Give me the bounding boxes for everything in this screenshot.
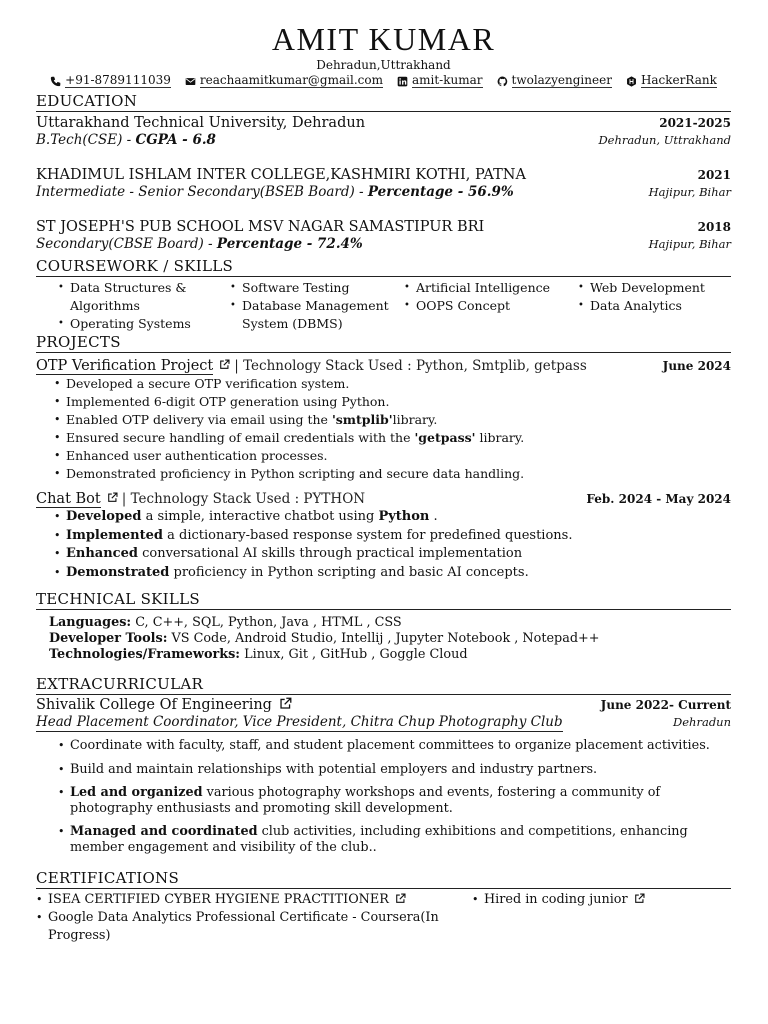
certifications-list	[36, 891, 731, 945]
external-link-icon[interactable]	[395, 893, 406, 904]
list-item: • Coordinate with faculty, staff, and student placement committees to organize placement activities.	[70, 738, 731, 754]
extracurricular-date: June 2022- Current	[600, 698, 731, 712]
education-item	[36, 218, 731, 253]
project-header	[36, 357, 731, 375]
list-item	[66, 411, 731, 429]
institution-name: KHADIMUL ISHLAM INTER COLLEGE,KASHMIRI KOTHI, PATNA	[36, 167, 526, 183]
coursework-item: • Database Management System (DBMS)	[230, 297, 404, 333]
coursework-column	[58, 279, 230, 333]
linkedin-link[interactable]: amit-kumar	[397, 74, 483, 88]
coursework-item: • Data Analytics	[578, 297, 748, 315]
extracurricular-place: Dehradun	[673, 715, 731, 729]
list-item	[66, 545, 731, 564]
technical-skills-heading: TECHNICAL SKILLS	[36, 590, 731, 610]
score: Percentage - 72.4%	[216, 236, 363, 252]
certification-item	[36, 909, 472, 945]
list-item	[66, 508, 731, 527]
bullet-bold: 'smtplib'	[331, 412, 393, 427]
bullet-text: various photography workshops and events, fostering a community of photography enthusiasts and promoting skill development.	[70, 785, 661, 816]
coursework-item: • Operating Systems	[58, 315, 230, 333]
education-date: 2021-2025	[659, 116, 731, 130]
education-date: 2021	[697, 168, 731, 182]
education-item	[36, 114, 731, 149]
certification-text: ISEA CERTIFIED CYBER HYGIENE PRACTITIONER	[48, 892, 389, 907]
github-icon	[497, 76, 508, 87]
bullet-text: .	[429, 509, 438, 524]
external-link-icon[interactable]	[279, 697, 292, 710]
extracurricular-header	[36, 696, 731, 714]
bullet-bold: Demonstrated	[66, 564, 170, 580]
otp-project-bullets	[36, 375, 731, 483]
coursework-column	[404, 279, 578, 333]
external-link-icon[interactable]	[634, 893, 645, 904]
hackerrank-icon	[626, 76, 637, 87]
list-item	[70, 824, 731, 855]
extracurricular-role-row	[36, 714, 731, 732]
degree-text: Intermediate - Senior Secondary(BSEB Board) -	[36, 184, 368, 200]
project-title-line	[36, 357, 587, 375]
degree	[36, 184, 514, 201]
list-item: • Demonstrated proficiency in Python scripting and secure data handling.	[66, 465, 731, 483]
institution-name: ST JOSEPH'S PUB SCHOOL MSV NAGAR SAMASTIPUR BRI	[36, 219, 485, 235]
certification-text: Google Data Analytics Professional Certificate - Coursera(In Progress)	[48, 910, 439, 943]
bullet-text: club activities, including exhibitions and competitions, enhancing member engagement and visibility of the club..	[70, 824, 688, 855]
project-date: June 2024	[662, 359, 731, 373]
skill-value: VS Code, Android Studio, Intellij , Jupyter Notebook , Notepad++	[167, 631, 600, 646]
coursework-item: • Software Testing	[230, 279, 404, 297]
email-link[interactable]: reachaamitkumar@gmail.com	[185, 74, 383, 88]
external-link-icon[interactable]	[219, 359, 230, 370]
bullet-text: a simple, interactive chatbot using	[141, 509, 379, 524]
bullet-bold: Led and organized	[70, 785, 203, 800]
project-header	[36, 490, 731, 508]
extracurricular-bullets	[36, 738, 731, 855]
bullet-bold: Enhanced	[66, 546, 138, 561]
bullet-text: Enabled OTP delivery via email using the	[66, 412, 332, 427]
education-place: Hajipur, Bihar	[648, 237, 731, 251]
technical-skills-block	[36, 615, 731, 663]
bullet-text: conversational AI skills through practical implementation	[137, 546, 523, 561]
institution-name: Uttarakhand Technical University, Dehradun	[36, 115, 366, 131]
degree-text: B.Tech(CSE) -	[36, 132, 136, 148]
list-item	[70, 785, 731, 816]
linkedin-icon	[397, 76, 408, 87]
education-item	[36, 166, 731, 201]
coursework-item: • Web Development	[578, 279, 748, 297]
phone-link[interactable]: +91-8789111039	[50, 74, 171, 88]
bullet-text: a dictionary-based response system for predefined questions.	[162, 527, 573, 543]
extracurricular-role: Head Placement Coordinator, Vice President, Chitra Chup Photography Club	[36, 714, 563, 730]
list-item	[66, 429, 731, 447]
project-title-line	[36, 490, 365, 508]
project-stack: | Technology Stack Used : PYTHON	[121, 491, 366, 507]
list-item: • Build and maintain relationships with potential employers and industry partners.	[70, 762, 731, 778]
certification-item	[472, 891, 722, 909]
list-item: • Developed a secure OTP verification system.	[66, 375, 731, 393]
project-date: Feb. 2024 - May 2024	[586, 492, 731, 506]
coursework-item: • Artificial Intelligence	[404, 279, 578, 297]
frameworks-line	[49, 647, 731, 663]
coursework-heading: COURSEWORK / SKILLS	[36, 257, 731, 277]
chat-bot-bullets	[36, 508, 731, 582]
bullet-text: proficiency in Python scripting and basic AI concepts.	[169, 564, 529, 580]
bullet-bold: Developed	[66, 509, 142, 524]
education-date: 2018	[697, 220, 731, 234]
certification-text: Hired in coding junior	[484, 892, 628, 907]
projects-heading: PROJECTS	[36, 333, 731, 353]
languages-line	[49, 615, 731, 631]
extracurricular-heading: EXTRACURRICULAR	[36, 675, 731, 695]
certifications-heading: CERTIFICATIONS	[36, 869, 731, 889]
skill-value: Linux, Git , GitHub , Goggle Cloud	[240, 647, 468, 662]
coursework-item: • Data Structures & Algorithms	[58, 279, 230, 315]
project-stack: | Technology Stack Used : Python, Smtplib, getpass	[234, 358, 587, 374]
degree-text: Secondary(CBSE Board) -	[36, 236, 217, 252]
skill-value: C, C++, SQL, Python, Java , HTML , CSS	[131, 615, 402, 630]
score: CGPA - 6.8	[135, 132, 216, 148]
education-heading: EDUCATION	[36, 92, 731, 112]
otp-project-link[interactable]: OTP Verification Project	[36, 358, 214, 374]
list-item: • Enhanced user authentication processes.	[66, 447, 731, 465]
bullet-text: library.	[392, 412, 438, 427]
degree	[36, 236, 363, 253]
phone-icon	[50, 76, 61, 87]
external-link-icon[interactable]	[107, 492, 118, 503]
contact-bar	[36, 74, 731, 88]
candidate-name: AMIT KUMAR	[271, 21, 496, 57]
list-item	[66, 564, 731, 583]
bullet-text: library.	[475, 430, 525, 445]
hackerrank-link[interactable]: HackerRank	[626, 74, 717, 88]
tools-line	[49, 631, 731, 647]
chat-bot-project-link[interactable]: Chat Bot	[36, 491, 101, 507]
coursework-column	[578, 279, 748, 333]
coursework-column	[230, 279, 404, 333]
certification-item	[36, 891, 472, 909]
bullet-bold: Implemented	[66, 527, 163, 543]
bullet-bold: Python	[378, 509, 430, 524]
coursework-item: • OOPS Concept	[404, 297, 578, 315]
resume-page	[36, 20, 731, 945]
bullet-bold: 'getpass'	[414, 430, 476, 445]
education-place: Dehradun, Uttrakhand	[598, 133, 731, 147]
mail-icon	[185, 76, 196, 87]
candidate-location: Dehradun,Uttrakhand	[316, 58, 451, 72]
org-link[interactable]: Shivalik College Of Engineering	[36, 697, 272, 713]
github-link[interactable]: twolazyengineer	[497, 74, 612, 88]
skill-label: Technologies/Frameworks:	[49, 647, 241, 662]
degree	[36, 132, 216, 149]
score: Percentage - 56.9%	[367, 184, 514, 200]
skill-label: Developer Tools:	[49, 631, 168, 646]
list-item	[66, 527, 731, 546]
skill-label: Languages:	[49, 615, 132, 630]
bullet-text: Ensured secure handling of email credentials with the	[66, 430, 415, 445]
education-place: Hajipur, Bihar	[648, 185, 731, 199]
list-item: • Implemented 6-digit OTP generation using Python.	[66, 393, 731, 411]
org-title-line	[36, 696, 292, 714]
bullet-bold: Managed and coordinated	[70, 824, 258, 839]
coursework-grid	[36, 279, 731, 333]
